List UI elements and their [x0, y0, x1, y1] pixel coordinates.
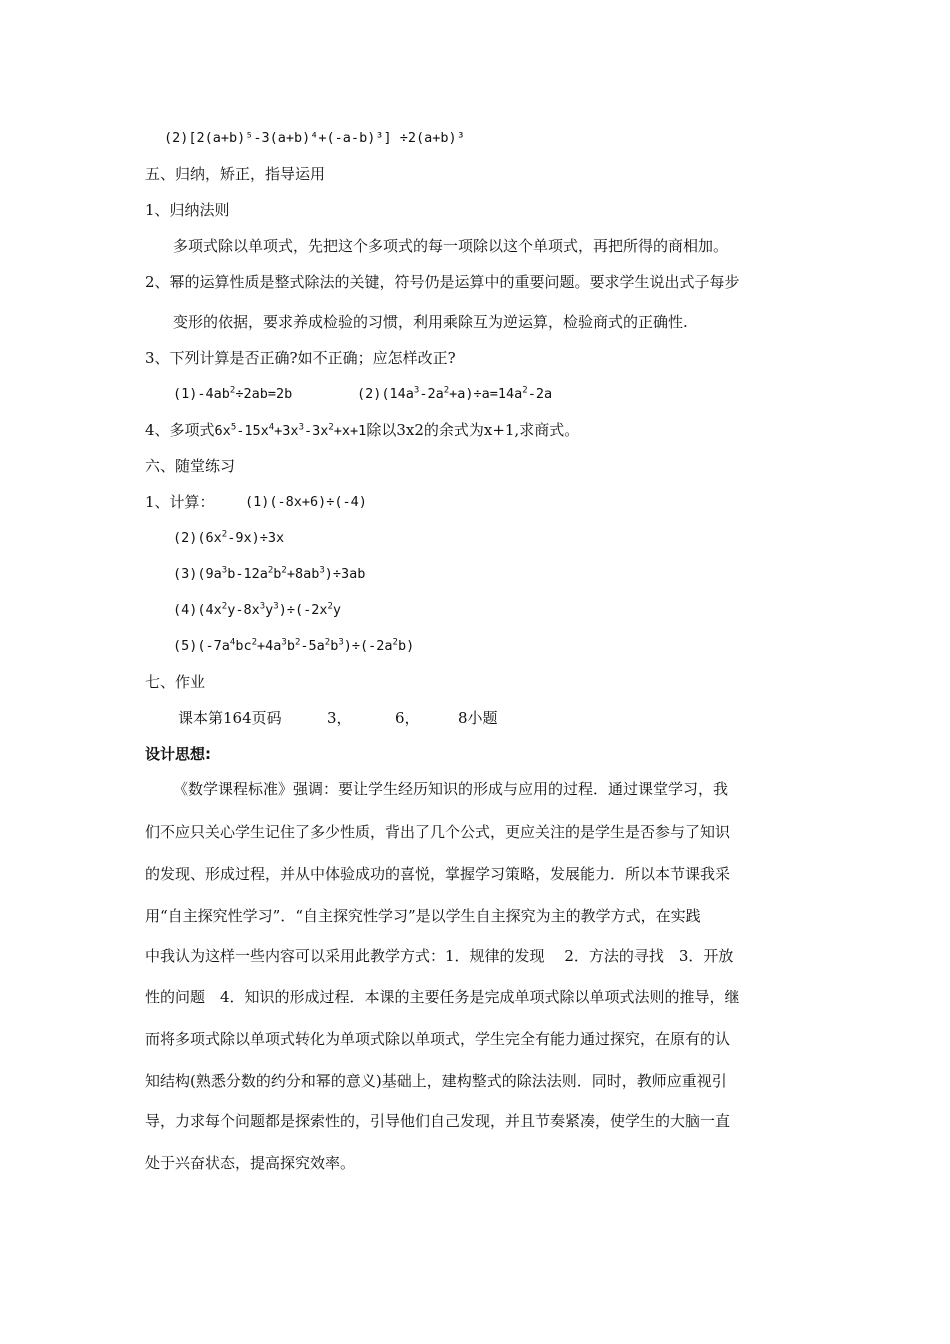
- item-6-1: 1、计算：: [145, 493, 215, 511]
- design-line-9: 导，力求每个问题都是探索性的，引导他们自己发现，并且节奏紧凑，使学生的大脑一直: [145, 1112, 731, 1130]
- division-rule: 多项式除以单项式，先把这个多项式的每一项除以这个单项式，再把所得的商相加。: [173, 237, 729, 255]
- item-5-1: 1、归纳法则: [145, 201, 230, 219]
- design-line-3: 的发现、形成过程，并从中体验成功的喜悦，掌握学习策略，发展能力．所以本节课我采: [145, 865, 731, 883]
- section-6-heading: 六、随堂练习: [145, 457, 236, 475]
- design-line-1: 《数学课程标准》强调：要让学生经历知识的形成与应用的过程．通过课堂学习，我: [173, 780, 729, 798]
- item-5-2-line1: 2、幂的运算性质是整式除法的关键，符号仍是运算中的重要问题。要求学生说出式子每步: [145, 273, 740, 291]
- practice-3: $(3)(9a^3b-12a^2b^2+8ab^3)\div 3ab$: [173, 565, 366, 582]
- homework-number-2: 6，: [395, 709, 420, 727]
- practice-4: $(4)(4x^2y-8x^3y^3)\div(-2x^2y$: [173, 601, 342, 618]
- design-line-6: 性的问题 4．知识的形成过程．本课的主要任务是完成单项式除以单项式法则的推导，继: [145, 988, 740, 1006]
- check-2: $(2)(14a^3-2a^2+a)\div a=14a^2-2a$: [357, 385, 553, 402]
- design-title: 设计思想:: [145, 745, 211, 763]
- practice-1: (1)(-8x+6)÷(-4): [245, 494, 367, 510]
- section-7-heading: 七、作业: [145, 673, 206, 691]
- homework-text: 课本第164页码: [178, 709, 282, 727]
- section-5-heading: 五、归纳，矫正，指导运用: [145, 165, 326, 183]
- item-5-3: 3、下列计算是否正确?如不正确；应怎样改正?: [145, 349, 456, 367]
- practice-5: $(5)(-7a^4bc^2+4a^3b^2-5a^2b^3)\div(-2a^2b)$: [173, 637, 415, 654]
- item-5-2-line2: 变形的依据，要求养成检验的习惯，利用乘除互为逆运算，检验商式的正确性.: [173, 313, 688, 331]
- design-line-4: 用“自主探究性学习”．“自主探究性学习”是以学生自主探究为主的教学方式，在实践: [145, 907, 701, 925]
- design-line-2: 们不应只关心学生记住了多少性质，背出了几个公式，更应关注的是学生是否参与了知识: [145, 823, 731, 841]
- homework-number-3: 8小题: [458, 709, 498, 727]
- homework-number-1: 3，: [327, 709, 352, 727]
- check-1: $(1)-4ab^2\div 2ab=2b$: [173, 385, 293, 402]
- practice-2: $(2)(6x^2-9x)\div 3x$: [173, 529, 285, 546]
- design-line-10: 处于兴奋状态，提高探究效率。: [145, 1154, 356, 1172]
- item-5-4: 4、多项式$6x^5-15x^4+3x^3-3x^2+x+1$除以3x2的余式为x+1,求商式。: [145, 421, 580, 439]
- design-line-7: 而将多项式除以单项式转化为单项式除以单项式，学生完全有能力通过探究，在原有的认: [145, 1030, 731, 1048]
- design-line-8: 知结构(熟悉分数的约分和幂的意义)基础上，建构整式的除法法则．同时，教师应重视引: [145, 1072, 727, 1090]
- expression-2: (2)[2(a+b)⁵-3(a+b)⁴+(-a-b)³] ÷2(a+b)³: [164, 130, 465, 146]
- design-line-5: 中我认为这样一些内容可以采用此教学方式：1．规律的发现 2．方法的寻找 3．开放: [145, 947, 734, 965]
